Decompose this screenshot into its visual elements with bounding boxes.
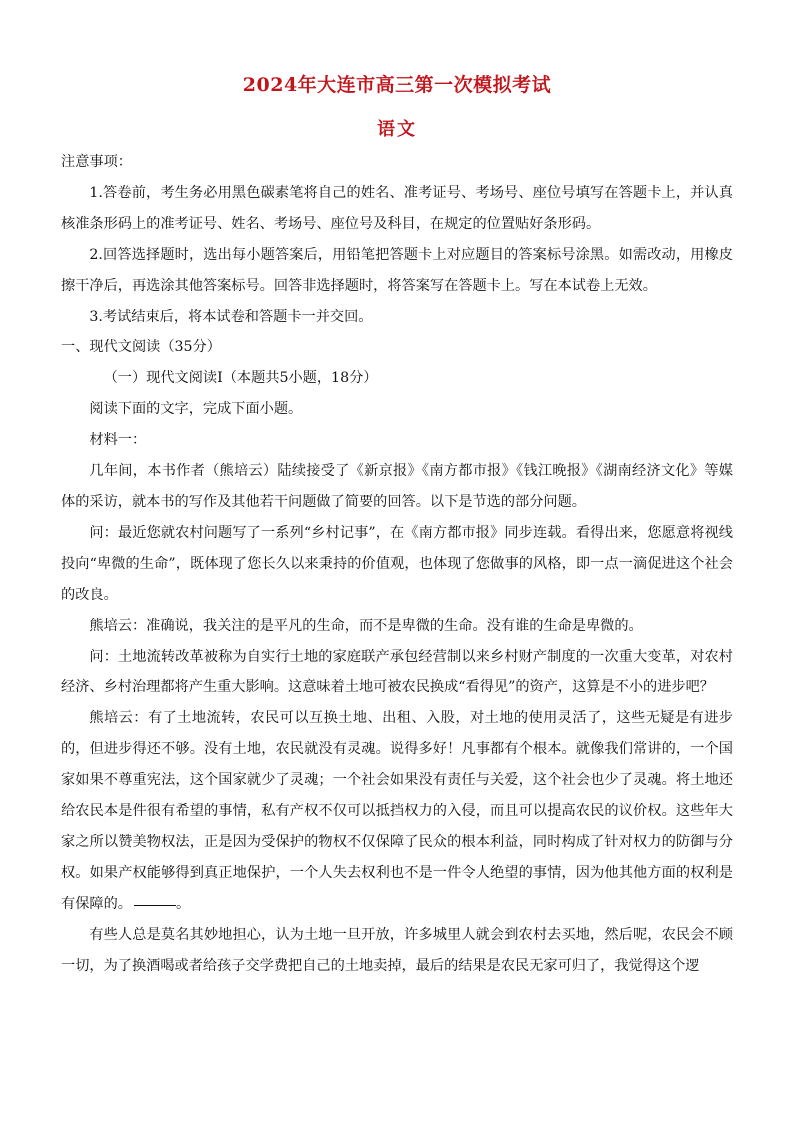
paragraph-answer-2-text: 熊培云：有了土地流转，农民可以互换土地、出租、入股，对土地的使用灵活了，这些无疑是有进步的，但进步得还不够。没有土地，农民就没有灵魂。说得多好！凡事都有个根本。就像我们常讲的，一个国家如果不尊重宪法，这个国家就少了灵魂；一个社会如果没有责任与关爱，这个社会也少了灵魂。将土地还给农民本是件很有希望的事情，私有产权不仅可以抵挡权力的入侵，而且可以提高农民的议价权。这些年大家之所以赞美物权法，正是因为受保护的物权不仅保障了民众的根本利益，同时构成了针对权力的防御与分权。如果产权能够得到真正地保护，一个人失去权利也不是一件令人绝望的事情，因为他其他方面的权利是有保障的。 bbox=[61, 710, 733, 912]
blank-suffix: 。 bbox=[175, 895, 191, 912]
subject-title: 语文 bbox=[377, 119, 417, 140]
notice-item-1: 1.答卷前，考生务必用黑色碳素笔将自己的姓名、准考证号、考场号、座位号填写在答题卡上，并认真核准条形码上的准考证号、姓名、考场号、座位号及科目，在规定的位置贴好条形码。 bbox=[61, 184, 733, 232]
section-heading: 一、现代文阅读（35分） bbox=[61, 339, 221, 356]
notice-item-2: 2.回答选择题时，选出每小题答案后，用铅笔把答题卡上对应题目的答案标号涂黑。如需改动，用橡皮擦干净后，再选涂其他答案标号。回答非选择题时，将答案写在答题卡上。写在本试卷上无效。 bbox=[61, 246, 733, 294]
notice-heading: 注意事项： bbox=[61, 154, 132, 170]
paragraph-continuation: 有些人总是莫名其妙地担心，认为土地一旦开放，许多城里人就会到农村去买地，然后呢，农民会不顾一切，为了换酒喝或者给孩子交学费把自己的土地卖掉，最后的结果是农民无家可归了，我觉得这个逻 bbox=[61, 926, 733, 974]
paragraph-answer-2 bbox=[61, 703, 733, 919]
section-subheading: （一）现代文阅读Ⅰ（本题共5小题，18分） bbox=[103, 370, 378, 387]
paragraph-question-1: 问：最近您就农村问题写了一系列“乡村记事”，在《南方都市报》同步连载。看得出来，您愿意将视线投向“卑微的生命”，既体现了您长久以来秉持的价值观，也体现了您做事的风格，即一点一滴促进这个社会的改良。 bbox=[61, 524, 733, 603]
exam-body bbox=[61, 147, 733, 981]
paragraph-question-2: 问：土地流转改革被称为自实行土地的家庭联产承包经营制以来乡村财产制度的一次重大变革，对农村经济、乡村治理都将产生重大影响。这意味着土地可被农民换成“看得见”的资产，这算是不小的进步吧？ bbox=[61, 648, 733, 696]
reading-instruction: 阅读下面的文字，完成下面小题。 bbox=[89, 401, 303, 418]
paragraph-answer-1: 熊培云：准确说，我关注的是平凡的生命，而不是卑微的生命。没有谁的生命是卑微的。 bbox=[89, 617, 643, 634]
paragraph-intro: 几年间，本书作者（熊培云）陆续接受了《新京报》《南方都市报》《钱江晚报》《湖南经济文化》等媒体的采访，就本书的写作及其他若干问题做了简要的回答。以下是节选的部分问题。 bbox=[61, 463, 733, 510]
material-label: 材料一： bbox=[89, 432, 147, 449]
notice-item-3: 3.考试结束后，将本试卷和答题卡一并交回。 bbox=[89, 308, 373, 325]
exam-title: 2024年大连市高三第一次模拟考试 bbox=[242, 74, 552, 96]
fill-in-blank bbox=[134, 904, 176, 906]
